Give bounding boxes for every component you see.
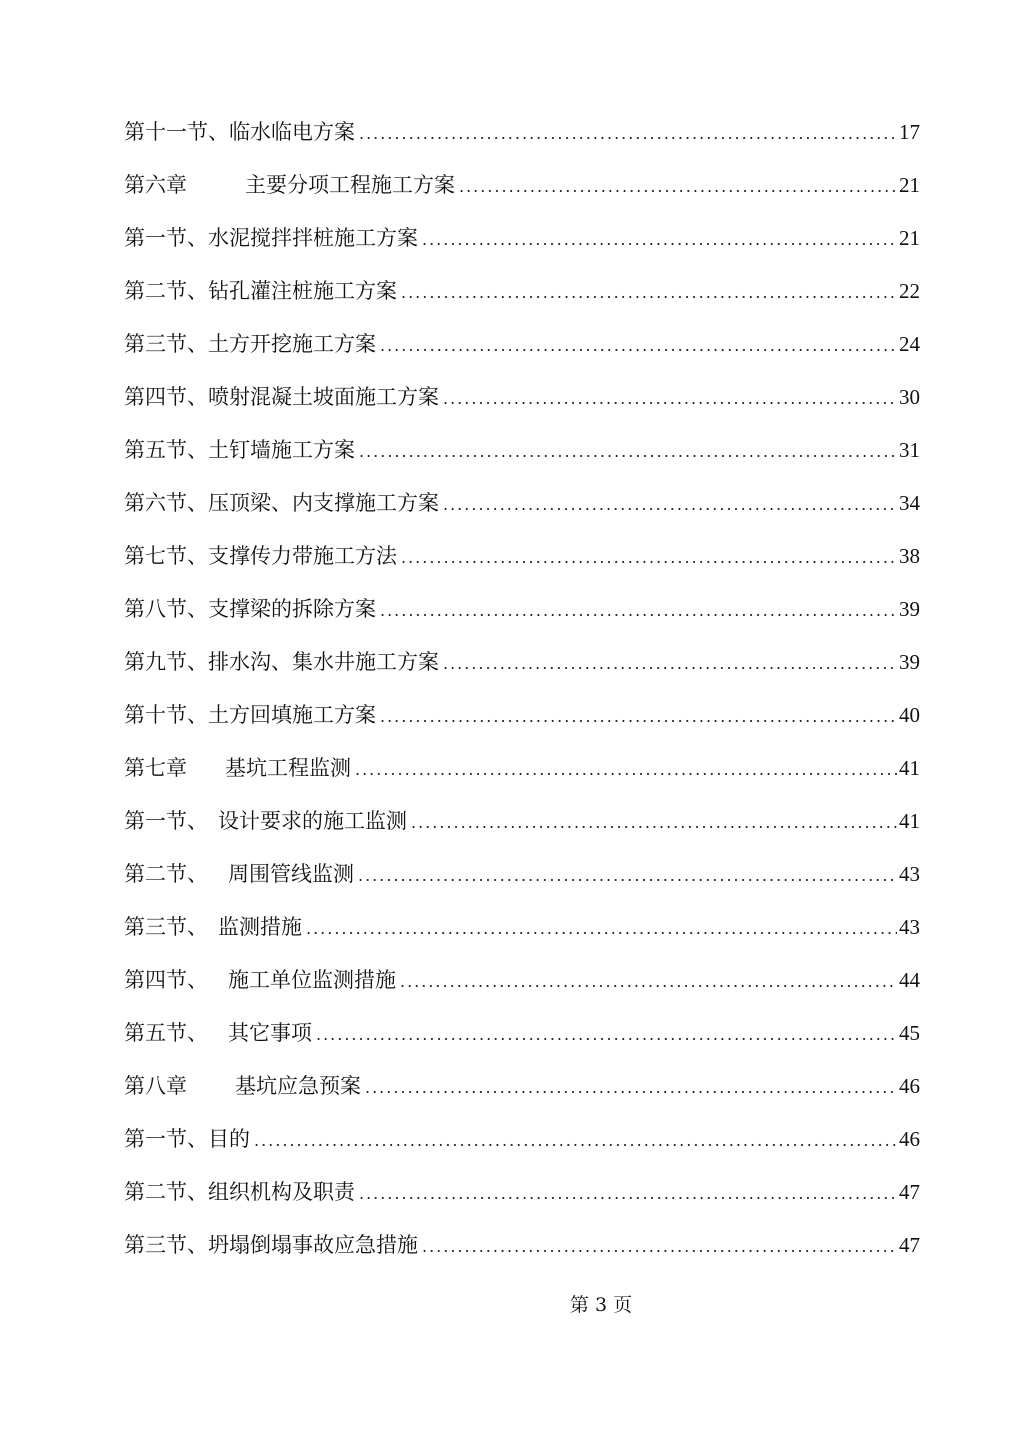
toc-entry-prefix: 第十节、 [124, 703, 208, 727]
toc-entry[interactable] [124, 960, 920, 1013]
toc-dot-leader [380, 591, 897, 631]
table-of-contents [124, 112, 920, 1278]
toc-entry[interactable] [124, 1172, 920, 1225]
toc-entry-prefix: 第五节、 [124, 1021, 208, 1045]
toc-entry[interactable] [124, 748, 920, 801]
toc-entry-page-number: 45 [899, 1021, 920, 1045]
toc-entry-prefix: 第八节、 [124, 597, 208, 621]
toc-entry-prefix: 第一节、 [124, 809, 208, 833]
toc-entry-page-number: 41 [899, 809, 920, 833]
toc-dot-leader [380, 697, 897, 737]
toc-dot-leader [254, 1121, 897, 1161]
toc-entry-title: 压顶梁、内支撑施工方案 [208, 491, 439, 515]
toc-entry[interactable] [124, 483, 920, 536]
toc-entry[interactable] [124, 854, 920, 907]
toc-entry-title: 钻孔灌注桩施工方案 [208, 279, 397, 303]
toc-entry-page-number: 31 [899, 438, 920, 462]
toc-entry-prefix: 第六节、 [124, 491, 208, 515]
toc-entry[interactable] [124, 695, 920, 748]
toc-dot-leader [380, 326, 897, 366]
toc-entry[interactable] [124, 907, 920, 960]
toc-entry[interactable] [124, 112, 920, 165]
toc-entry-page-number: 40 [899, 703, 920, 727]
toc-dot-leader [422, 1227, 897, 1267]
toc-entry-title: 喷射混凝土坡面施工方案 [208, 385, 439, 409]
toc-entry-title: 水泥搅拌拌桩施工方案 [208, 226, 418, 250]
toc-entry-title: 目的 [208, 1127, 250, 1151]
toc-entry-prefix: 第一节、 [124, 1127, 208, 1151]
toc-entry-page-number: 30 [899, 385, 920, 409]
toc-dot-leader [306, 909, 897, 949]
toc-dot-leader [355, 750, 897, 790]
toc-dot-leader [358, 856, 897, 896]
toc-entry-prefix: 第三节、 [124, 332, 208, 356]
toc-entry-page-number: 34 [899, 491, 920, 515]
toc-entry[interactable] [124, 1066, 920, 1119]
toc-entry-title: 土方回填施工方案 [208, 703, 376, 727]
toc-dot-leader [401, 273, 897, 313]
toc-entry-page-number: 44 [899, 968, 920, 992]
toc-entry-title: 土钉墙施工方案 [208, 438, 355, 462]
toc-entry-page-number: 38 [899, 544, 920, 568]
toc-entry-page-number: 47 [899, 1233, 920, 1257]
toc-entry-title: 设计要求的施工监测 [218, 809, 407, 833]
toc-entry[interactable] [124, 589, 920, 642]
toc-dot-leader [400, 962, 897, 1002]
toc-entry-page-number: 21 [899, 226, 920, 250]
toc-dot-leader [359, 432, 897, 472]
toc-entry-title: 基坑工程监测 [225, 756, 351, 780]
toc-dot-leader [359, 1174, 897, 1214]
toc-entry-prefix: 第一节、 [124, 226, 208, 250]
toc-entry-page-number: 43 [899, 915, 920, 939]
toc-entry-prefix: 第二节、 [124, 1180, 208, 1204]
toc-entry-prefix: 第二节、 [124, 279, 208, 303]
toc-entry-title: 主要分项工程施工方案 [245, 173, 455, 197]
toc-entry-title: 排水沟、集水井施工方案 [208, 650, 439, 674]
toc-entry-prefix: 第十一节、 [124, 120, 229, 144]
toc-entry-prefix: 第四节、 [124, 968, 208, 992]
toc-entry-page-number: 39 [899, 597, 920, 621]
toc-entry-page-number: 47 [899, 1180, 920, 1204]
toc-entry-title: 周围管线监测 [228, 862, 354, 886]
toc-dot-leader [422, 220, 897, 260]
toc-entry-title: 施工单位监测措施 [228, 968, 396, 992]
toc-entry-title: 临水临电方案 [229, 120, 355, 144]
toc-entry-page-number: 22 [899, 279, 920, 303]
toc-entry-page-number: 39 [899, 650, 920, 674]
toc-entry-title: 支撑传力带施工方法 [208, 544, 397, 568]
toc-entry[interactable] [124, 218, 920, 271]
toc-entry[interactable] [124, 430, 920, 483]
toc-entry-title: 组织机构及职责 [208, 1180, 355, 1204]
toc-entry-title: 坍塌倒塌事故应急措施 [208, 1233, 418, 1257]
toc-dot-leader [443, 379, 897, 419]
toc-entry-page-number: 17 [899, 120, 920, 144]
toc-entry[interactable] [124, 165, 920, 218]
toc-dot-leader [365, 1068, 897, 1108]
toc-dot-leader [443, 485, 897, 525]
toc-entry-prefix: 第八章 [124, 1074, 187, 1098]
toc-entry-page-number: 46 [899, 1127, 920, 1151]
toc-entry[interactable] [124, 324, 920, 377]
toc-entry-prefix: 第三节、 [124, 915, 208, 939]
toc-entry[interactable] [124, 1119, 920, 1172]
toc-entry[interactable] [124, 801, 920, 854]
toc-entry-prefix: 第六章 [124, 173, 187, 197]
toc-entry-prefix: 第五节、 [124, 438, 208, 462]
toc-entry-prefix: 第九节、 [124, 650, 208, 674]
toc-entry-title: 支撑梁的拆除方案 [208, 597, 376, 621]
toc-entry[interactable] [124, 642, 920, 695]
toc-entry[interactable] [124, 377, 920, 430]
toc-dot-leader [443, 644, 897, 684]
toc-dot-leader [411, 803, 897, 843]
toc-entry-prefix: 第三节、 [124, 1233, 208, 1257]
toc-entry-title: 监测措施 [218, 915, 302, 939]
toc-entry-prefix: 第七节、 [124, 544, 208, 568]
toc-entry[interactable] [124, 536, 920, 589]
toc-dot-leader [359, 114, 897, 154]
toc-entry-page-number: 43 [899, 862, 920, 886]
toc-entry-prefix: 第四节、 [124, 385, 208, 409]
page-footer [0, 1290, 1012, 1317]
toc-entry-title: 土方开挖施工方案 [208, 332, 376, 356]
toc-dot-leader [459, 167, 897, 207]
toc-entry-prefix: 第二节、 [124, 862, 208, 886]
toc-entry-title: 基坑应急预案 [235, 1074, 361, 1098]
page-number-label: 第 3 页 [569, 1294, 633, 1316]
toc-entry-prefix: 第七章 [124, 756, 187, 780]
toc-dot-leader [401, 538, 897, 578]
toc-entry[interactable] [124, 1225, 920, 1278]
toc-dot-leader [316, 1015, 897, 1055]
toc-entry-page-number: 46 [899, 1074, 920, 1098]
toc-entry-page-number: 24 [899, 332, 920, 356]
toc-entry[interactable] [124, 1013, 920, 1066]
toc-entry-page-number: 21 [899, 173, 920, 197]
toc-entry-title: 其它事项 [228, 1021, 312, 1045]
toc-entry-page-number: 41 [899, 756, 920, 780]
toc-entry[interactable] [124, 271, 920, 324]
